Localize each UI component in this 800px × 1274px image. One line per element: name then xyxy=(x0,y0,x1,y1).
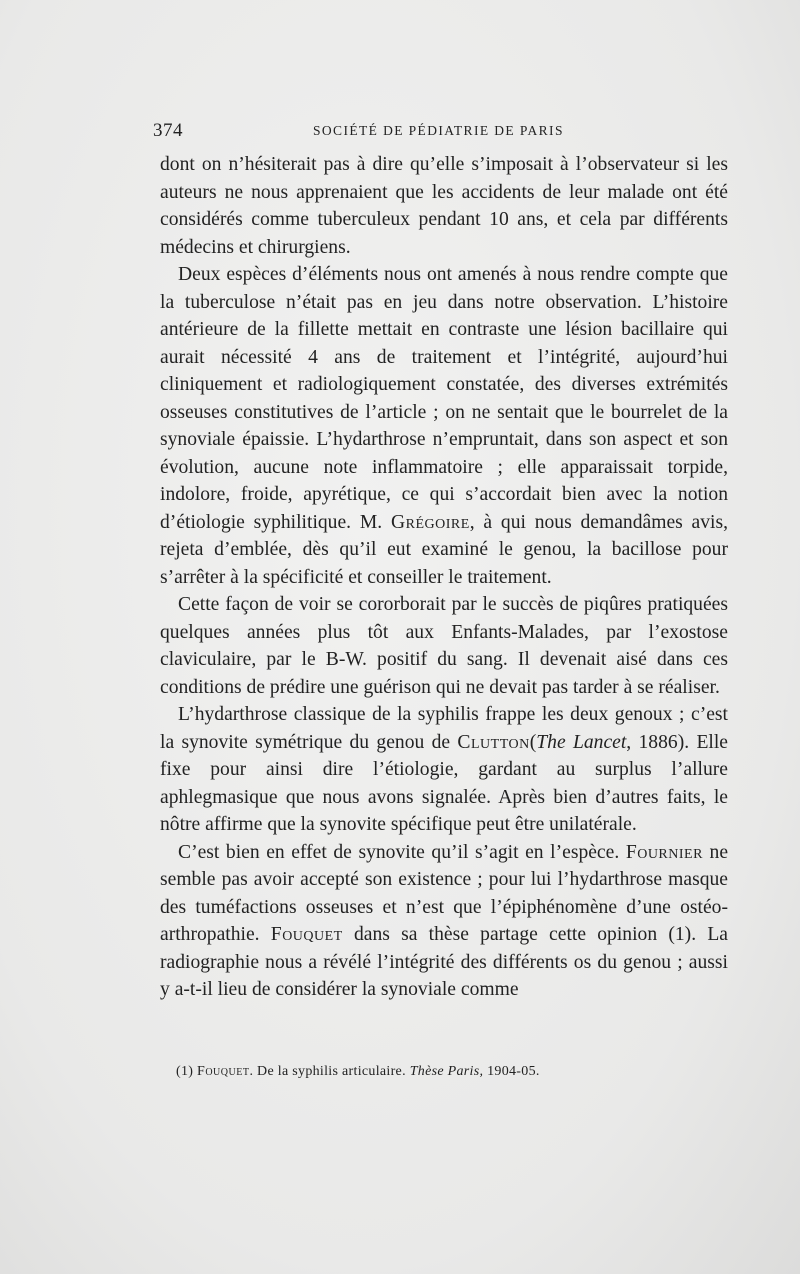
journal-reference: The Lancet xyxy=(536,731,627,753)
footnote-author: Fouquet xyxy=(197,1064,250,1079)
page-header xyxy=(153,120,723,144)
author-name-fouquet: Fouquet xyxy=(270,924,343,945)
footnote-title: . De la syphilis articulaire. xyxy=(249,1064,406,1079)
author-name-gregoire: Grégoire xyxy=(390,511,470,533)
footnote-reference: Thèse Paris, xyxy=(409,1064,484,1079)
paragraph-4-part-b: Elle fixe pour ainsi dire l’étiologie, gardant au surplus l’allure aphlegmasique que nous avons signalée. Après bien d’autres faits, le nôtre affirme que la synovite spécifique peut être unilatérale. xyxy=(160,731,728,835)
paragraph-5-part-c: dans sa thèse partage cette opinion (1). La radiographie nous a révélé l’intégrité des différents os du genou ; aussi y a-t-il lieu de considérer la synoviale comme xyxy=(160,924,728,1000)
footnote-marker: (1) xyxy=(176,1064,194,1079)
author-name-clutton: Clutton xyxy=(457,731,530,753)
page-number: 374 xyxy=(153,120,183,141)
author-name-fournier: Fournier xyxy=(625,841,703,863)
paragraph-2-part-a: Deux espèces d’éléments nous ont amenés à nous rendre compte que la tuberculose n’était pas en jeu dans notre observation. L’histoire antérieure de la fillette mettait en contraste une lésion bacillaire qui aurait nécessité 4 ans de traitement et l’intégrité, aujourd’hui cliniquement et radiologiquement constatée, des diverses extrémités osseuses constitutives de l’article ; on ne sentait que le bourrelet de la synoviale épaissie. L’hydarthrose n’empruntait, dans son aspect et son évolution, aucune note inflammatoire ; elle apparaissait torpide, indolore, froide, apyrétique, ce qui s’accordait bien avec la notion d’étiologie syphilitique. M. xyxy=(160,264,728,533)
paragraph-2 xyxy=(160,261,728,591)
footnote-year: 1904-05. xyxy=(487,1064,540,1079)
reference-year: , 1886). xyxy=(626,731,690,753)
paragraph-3: Cette façon de voir se cororborait par le succès de piqûres pratiquées quelques années plus tôt aux Enfants-Malades, par l’exostose claviculaire, par le B-W. positif du sang. Il devenait aisé dans ces conditions de prédire une guérison qui ne devait pas tarder à se réaliser. xyxy=(160,594,728,698)
paragraph-4: L’hydarthrose classique de la syphilis frappe les deux genoux ; c’est la synovite symétrique du genou de Clutton(The Lancet, 1886). Elle fixe pour ainsi dire l’étiologie, gardant au surplus l’allure aphlegmasique que nous avons signalée. Après bien d’autres faits, le nôtre affirme que la synovite spécifique peut être unilatérale. xyxy=(160,704,728,835)
paragraph-2-part-b: , à qui nous demandâmes avis, rejeta d’emblée, dès qu’il eut examiné le genou, la bacillose pour s’arrêter à la spécificité et conseiller le traitement. xyxy=(160,511,729,588)
footnote xyxy=(176,1064,736,1080)
body-text xyxy=(160,151,728,1004)
paragraph-4-part-a: L’hydarthrose classique de la syphilis frappe les deux genoux ; c’est la synovite symétrique du genou de xyxy=(160,704,728,753)
paragraph-5-part-a: C’est bien en effet de synovite qu’il s’agit en l’espèce. xyxy=(178,841,620,863)
paragraph-5-part-b: ne semble pas avoir accepté son existence ; pour lui l’hydarthrose masque des tuméfactions osseuses et n’est que l’épiphénomène d’une ostéo-arthropathie. xyxy=(160,841,729,945)
paragraph-5 xyxy=(160,839,728,1004)
running-title: SOCIÉTÉ DE PÉDIATRIE DE PARIS xyxy=(313,123,564,138)
paragraph-1: dont on n’hésiterait pas à dire qu’elle s’imposait à l’observateur si les auteurs ne nous apprenaient que les accidents de leur malade ont été considérés comme tuberculeux pendant 10 ans, et cela par différents médecins et chirurgiens. xyxy=(160,154,728,258)
